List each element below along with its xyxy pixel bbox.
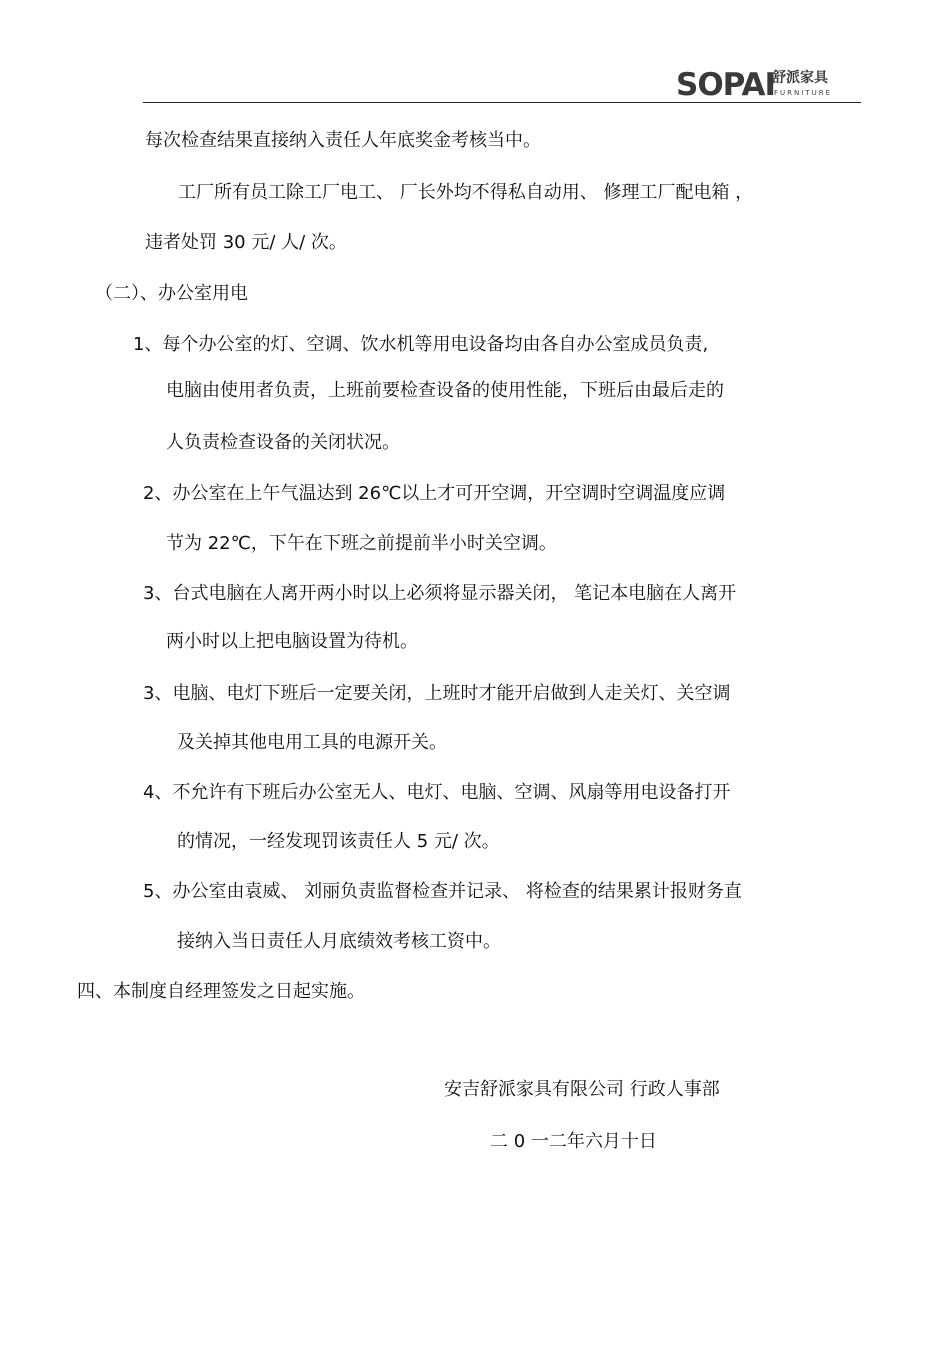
paragraph-line: 违者处罚 30 元/ 人/ 次。 [145, 232, 347, 253]
list-item: 2、办公室在上午气温达到 26℃以上才可开空调，开空调时空调温度应调 [143, 483, 726, 504]
section-heading: （二）、办公室用电 [95, 283, 248, 304]
logo-english-tagline: FURNITURE [774, 89, 833, 97]
list-item-continuation: 及关掉其他电用工具的电源开关。 [177, 732, 447, 753]
signature-company: 安吉舒派家具有限公司 行政人事部 [444, 1079, 720, 1100]
paragraph-line: 每次检查结果直接纳入责任人年底奖金考核当中。 [145, 130, 541, 151]
list-item-continuation: 电脑由使用者负责，上班前要检查设备的使用性能，下班后由最后走的 [166, 380, 724, 401]
paragraph-line: 工厂所有员工除工厂电工、 厂长外均不得私自动用、 修理工厂配电箱 ， [178, 182, 754, 203]
list-item: 1、每个办公室的灯、空调、饮水机等用电设备均由各自办公室成员负责, [133, 334, 709, 355]
header-divider [143, 102, 861, 103]
section-heading: 四、本制度自经理签发之日起实施。 [77, 981, 365, 1002]
list-item-continuation: 的情况，一经发现罚该责任人 5 元/ 次。 [177, 831, 500, 852]
logo-chinese-name: 舒派家具 [772, 70, 828, 86]
list-item: 3、电脑、电灯下班后一定要关闭，上班时才能开启做到人走关灯、关空调 [143, 683, 731, 704]
list-item: 3、台式电脑在人离开两小时以上必须将显示器关闭， 笔记本电脑在人离开 [143, 583, 737, 604]
signature-date: 二 0 一二年六月十日 [490, 1131, 657, 1152]
list-item: 5、办公室由袁威、 刘丽负责监督检查并记录、 将检查的结果累计报财务直 [143, 881, 742, 902]
list-item-continuation: 两小时以上把电脑设置为待机。 [166, 631, 418, 652]
logo-wordmark: SOPAI [676, 67, 776, 103]
list-item-continuation: 节为 22℃，下午在下班之前提前半小时关空调。 [166, 533, 557, 554]
list-item: 4、不允许有下班后办公室无人、电灯、电脑、空调、风扇等用电设备打开 [143, 782, 731, 803]
list-item-continuation: 人负责检查设备的关闭状况。 [166, 432, 400, 453]
list-item-continuation: 接纳入当日责任人月底绩效考核工资中。 [177, 931, 501, 952]
